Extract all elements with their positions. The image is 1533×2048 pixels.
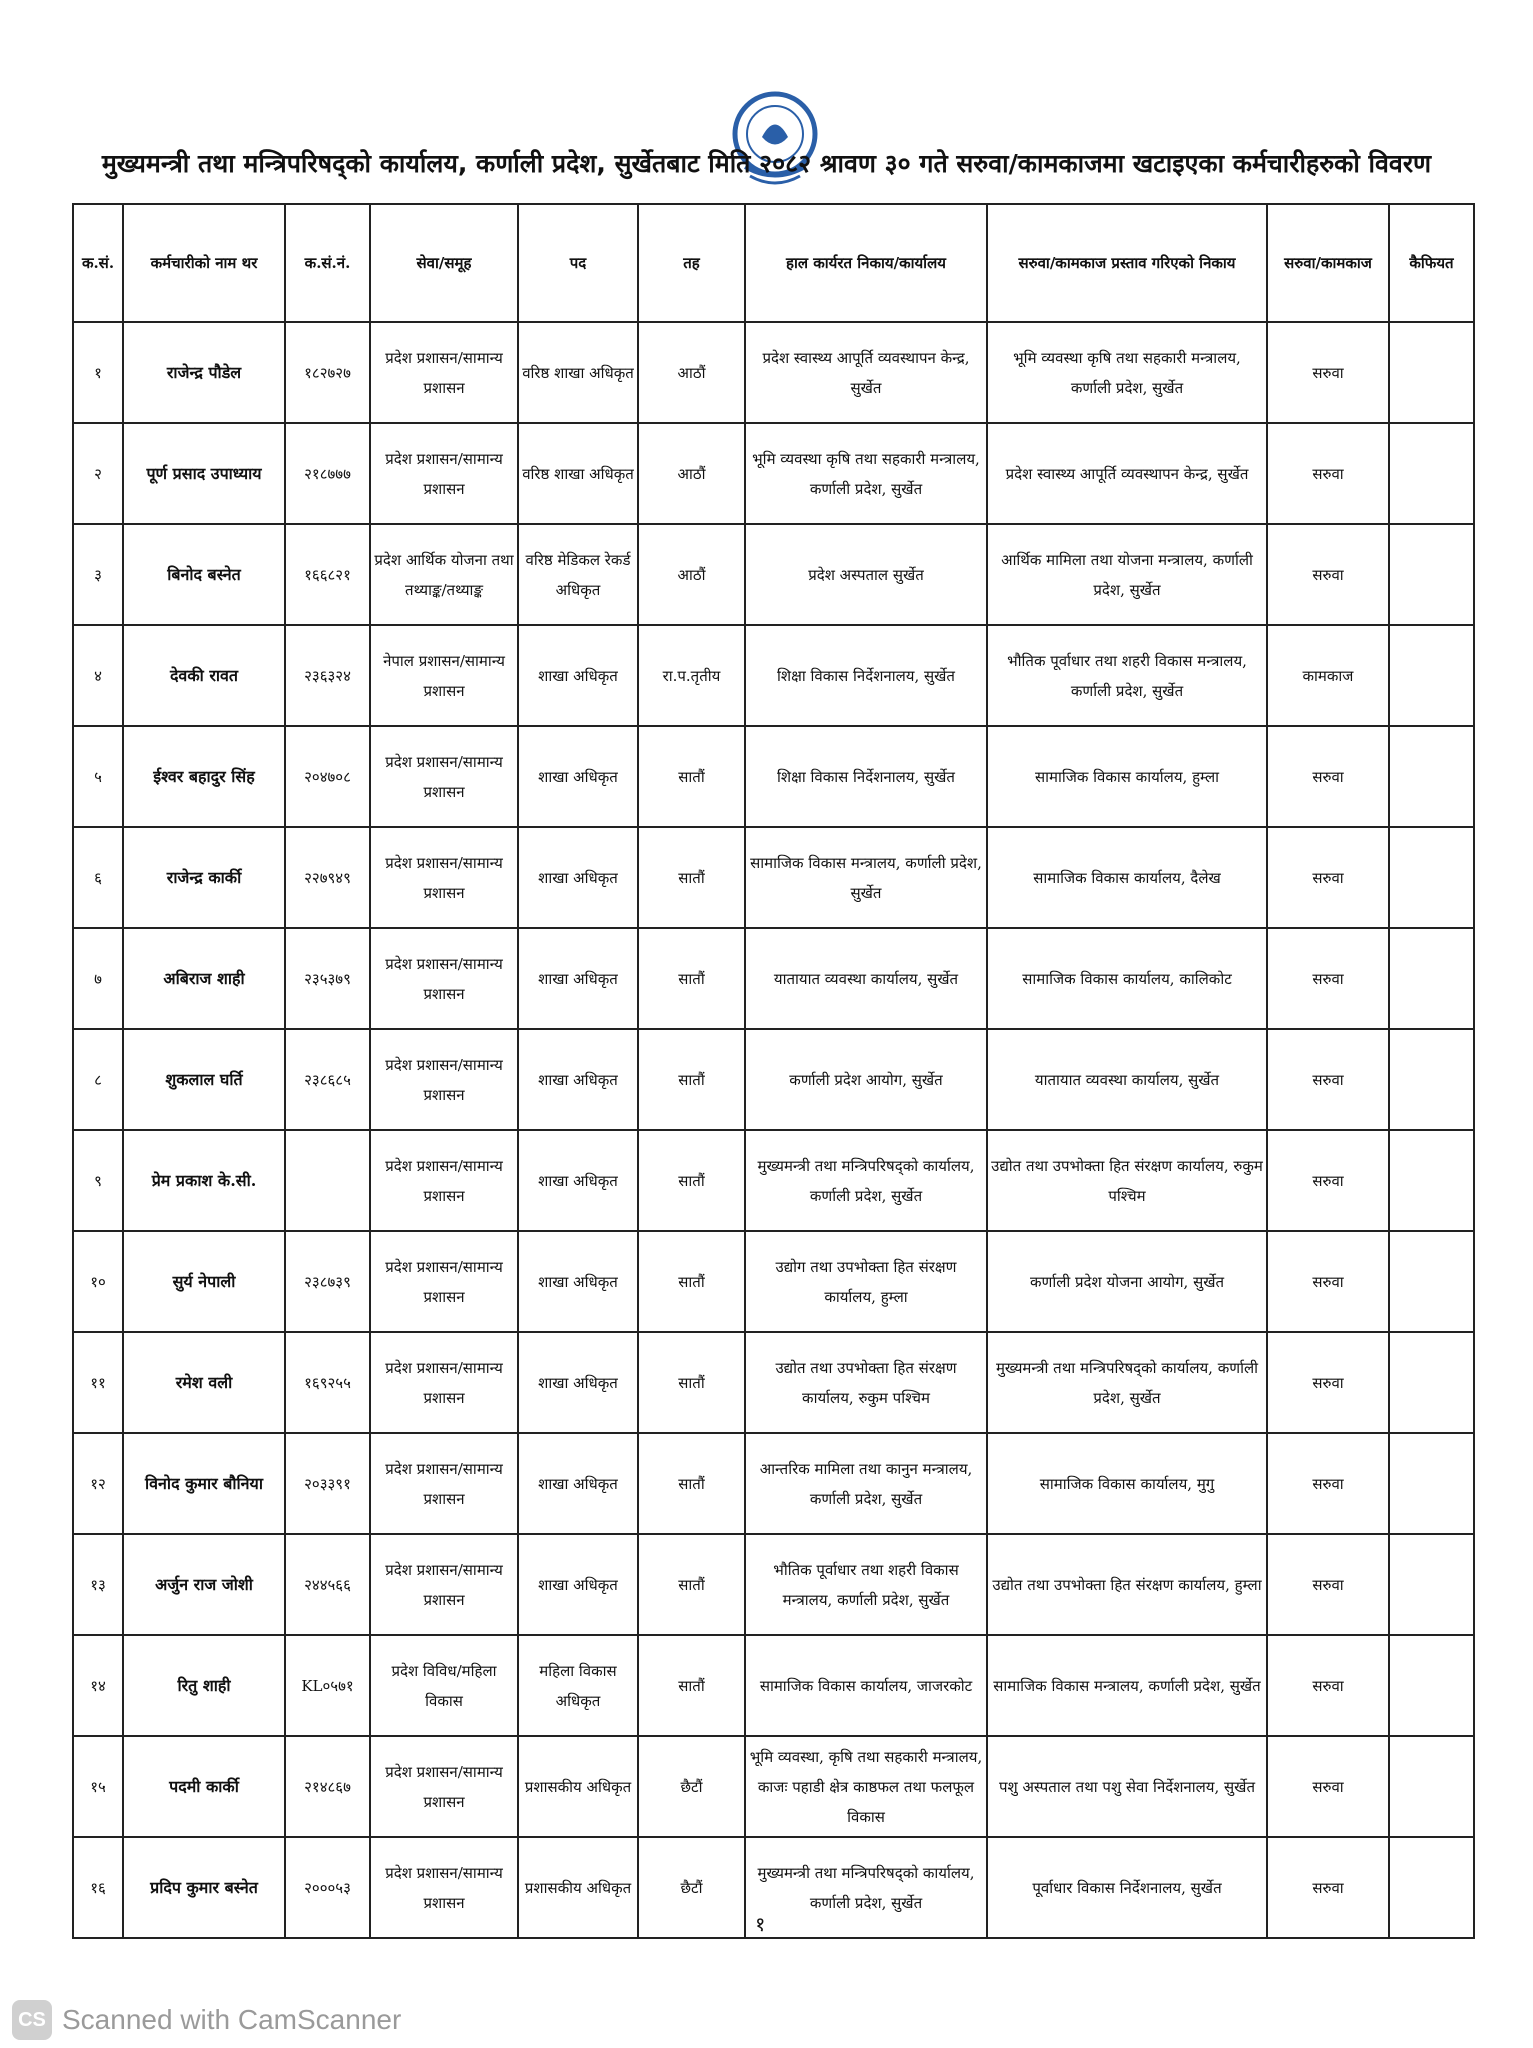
table-row bbox=[73, 524, 1474, 625]
cell-service-group: प्रदेश प्रशासन/सामान्य प्रशासन bbox=[370, 1534, 518, 1635]
cell-proposed-office: सामाजिक विकास कार्यालय, हुम्ला bbox=[987, 726, 1267, 827]
cell-employee-id: २०४७०८ bbox=[285, 726, 370, 827]
cell-level: सातौं bbox=[638, 1029, 745, 1130]
cell-serial: ८ bbox=[73, 1029, 123, 1130]
cell-employee-id: २०००५३ bbox=[285, 1837, 370, 1938]
document-title: मुख्यमन्त्री तथा मन्त्रिपरिषद्को कार्यालय, कर्णाली प्रदेश, सुर्खेतबाट मिति २०८२ श्रावण ३० गते सरुवा/कामकाजमा खटाइएका कर्मचारीहरुको विवरण bbox=[101, 149, 1432, 178]
table-row bbox=[73, 928, 1474, 1029]
cell-current-office: भूमि व्यवस्था, कृषि तथा सहकारी मन्त्रालय, काजः पहाडी क्षेत्र काष्ठफल तथा फलफूल विकास bbox=[745, 1736, 987, 1837]
cell-employee-id: २०३३९१ bbox=[285, 1433, 370, 1534]
cell-post: वरिष्ठ शाखा अधिकृत bbox=[518, 322, 638, 423]
cell-employee-id: २३८६८५ bbox=[285, 1029, 370, 1130]
cell-post: वरिष्ठ मेडिकल रेकर्ड अधिकृत bbox=[518, 524, 638, 625]
cell-transfer-type: सरुवा bbox=[1267, 1231, 1389, 1332]
header-employee-name: कर्मचारीको नाम थर bbox=[123, 204, 285, 322]
cell-serial: १५ bbox=[73, 1736, 123, 1837]
cell-level: छैटौं bbox=[638, 1837, 745, 1938]
cell-post: शाखा अधिकृत bbox=[518, 1433, 638, 1534]
cell-level: आठौं bbox=[638, 423, 745, 524]
cell-level: सातौं bbox=[638, 1635, 745, 1736]
table-row bbox=[73, 1534, 1474, 1635]
cell-service-group: प्रदेश प्रशासन/सामान्य प्रशासन bbox=[370, 1130, 518, 1231]
cell-remarks bbox=[1389, 1736, 1474, 1837]
cell-post: शाखा अधिकृत bbox=[518, 625, 638, 726]
cell-serial: २ bbox=[73, 423, 123, 524]
cell-serial: १४ bbox=[73, 1635, 123, 1736]
cell-proposed-office: प्रदेश स्वास्थ्य आपूर्ति व्यवस्थापन केन्द्र, सुर्खेत bbox=[987, 423, 1267, 524]
cell-current-office: प्रदेश अस्पताल सुर्खेत bbox=[745, 524, 987, 625]
cell-employee-name: शुकलाल घर्ति bbox=[123, 1029, 285, 1130]
cell-service-group: प्रदेश प्रशासन/सामान्य प्रशासन bbox=[370, 827, 518, 928]
cell-serial: १० bbox=[73, 1231, 123, 1332]
cell-proposed-office: भौतिक पूर्वाधार तथा शहरी विकास मन्त्रालय, कर्णाली प्रदेश, सुर्खेत bbox=[987, 625, 1267, 726]
cell-proposed-office: सामाजिक विकास कार्यालय, मुगु bbox=[987, 1433, 1267, 1534]
cell-remarks bbox=[1389, 524, 1474, 625]
cell-transfer-type: सरुवा bbox=[1267, 928, 1389, 1029]
header-remarks: कैफियत bbox=[1389, 204, 1474, 322]
cell-employee-name: प्रदिप कुमार बस्नेत bbox=[123, 1837, 285, 1938]
table-row bbox=[73, 1837, 1474, 1938]
cell-current-office: आन्तरिक मामिला तथा कानुन मन्त्रालय, कर्णाली प्रदेश, सुर्खेत bbox=[745, 1433, 987, 1534]
cell-post: शाखा अधिकृत bbox=[518, 827, 638, 928]
cell-current-office: उद्योत तथा उपभोक्ता हित संरक्षण कार्यालय, रुकुम पश्चिम bbox=[745, 1332, 987, 1433]
cell-service-group: नेपाल प्रशासन/सामान्य प्रशासन bbox=[370, 625, 518, 726]
cell-employee-name: ईश्वर बहादुर सिंह bbox=[123, 726, 285, 827]
cell-employee-id: २१८७७७ bbox=[285, 423, 370, 524]
cell-serial: १३ bbox=[73, 1534, 123, 1635]
cell-employee-name: बिनोद बस्नेत bbox=[123, 524, 285, 625]
cell-employee-name: राजेन्द्र कार्की bbox=[123, 827, 285, 928]
cell-employee-name: पूर्ण प्रसाद उपाध्याय bbox=[123, 423, 285, 524]
header-serial: क.सं. bbox=[73, 204, 123, 322]
cell-employee-name: रमेश वली bbox=[123, 1332, 285, 1433]
cell-transfer-type: सरुवा bbox=[1267, 726, 1389, 827]
cell-serial: ५ bbox=[73, 726, 123, 827]
cell-serial: ४ bbox=[73, 625, 123, 726]
cell-service-group: प्रदेश प्रशासन/सामान्य प्रशासन bbox=[370, 1837, 518, 1938]
cell-serial: ३ bbox=[73, 524, 123, 625]
cell-current-office: मुख्यमन्त्री तथा मन्त्रिपरिषद्को कार्यालय, कर्णाली प्रदेश, सुर्खेत bbox=[745, 1837, 987, 1938]
cell-level: आठौं bbox=[638, 322, 745, 423]
cell-employee-name: देवकी रावत bbox=[123, 625, 285, 726]
cell-remarks bbox=[1389, 1534, 1474, 1635]
cell-proposed-office: उद्योत तथा उपभोक्ता हित संरक्षण कार्यालय, रुकुम पश्चिम bbox=[987, 1130, 1267, 1231]
cell-service-group: प्रदेश प्रशासन/सामान्य प्रशासन bbox=[370, 928, 518, 1029]
table-row bbox=[73, 322, 1474, 423]
cell-current-office: यातायात व्यवस्था कार्यालय, सुर्खेत bbox=[745, 928, 987, 1029]
header-current-office: हाल कार्यरत निकाय/कार्यालय bbox=[745, 204, 987, 322]
camscanner-watermark bbox=[12, 1998, 401, 2042]
cell-transfer-type: सरुवा bbox=[1267, 1736, 1389, 1837]
table-row bbox=[73, 1130, 1474, 1231]
cell-employee-id: २३५३७९ bbox=[285, 928, 370, 1029]
cell-level: सातौं bbox=[638, 1231, 745, 1332]
cell-transfer-type: सरुवा bbox=[1267, 322, 1389, 423]
cell-remarks bbox=[1389, 726, 1474, 827]
cell-remarks bbox=[1389, 1837, 1474, 1938]
cell-current-office: सामाजिक विकास कार्यालय, जाजरकोट bbox=[745, 1635, 987, 1736]
header-proposed-office: सरुवा/कामकाज प्रस्ताव गरिएको निकाय bbox=[987, 204, 1267, 322]
cell-transfer-type: सरुवा bbox=[1267, 827, 1389, 928]
cell-proposed-office: भूमि व्यवस्था कृषि तथा सहकारी मन्त्रालय, कर्णाली प्रदेश, सुर्खेत bbox=[987, 322, 1267, 423]
cell-employee-id: २२७९४९ bbox=[285, 827, 370, 928]
header-service-group: सेवा/समूह bbox=[370, 204, 518, 322]
cell-employee-id: १८२७२७ bbox=[285, 322, 370, 423]
camscanner-text: Scanned with CamScanner bbox=[62, 2004, 402, 2035]
cell-level: सातौं bbox=[638, 827, 745, 928]
page-number: १ bbox=[755, 1912, 766, 1936]
cell-post: शाखा अधिकृत bbox=[518, 1332, 638, 1433]
header-transfer-type: सरुवा/कामकाज bbox=[1267, 204, 1389, 322]
cell-remarks bbox=[1389, 1130, 1474, 1231]
cell-employee-name: प्रेम प्रकाश के.सी. bbox=[123, 1130, 285, 1231]
camscanner-logo-icon: CS bbox=[12, 2000, 52, 2040]
cell-level: आठौं bbox=[638, 524, 745, 625]
cell-transfer-type: सरुवा bbox=[1267, 1433, 1389, 1534]
cell-current-office: भूमि व्यवस्था कृषि तथा सहकारी मन्त्रालय, कर्णाली प्रदेश, सुर्खेत bbox=[745, 423, 987, 524]
cell-current-office: शिक्षा विकास निर्देशनालय, सुर्खेत bbox=[745, 726, 987, 827]
table-row bbox=[73, 827, 1474, 928]
cell-employee-name: अबिराज शाही bbox=[123, 928, 285, 1029]
cell-remarks bbox=[1389, 1635, 1474, 1736]
cell-proposed-office: पशु अस्पताल तथा पशु सेवा निर्देशनालय, सुर्खेत bbox=[987, 1736, 1267, 1837]
cell-service-group: प्रदेश प्रशासन/सामान्य प्रशासन bbox=[370, 1433, 518, 1534]
cell-serial: ११ bbox=[73, 1332, 123, 1433]
cell-serial: १६ bbox=[73, 1837, 123, 1938]
cell-transfer-type: सरुवा bbox=[1267, 1130, 1389, 1231]
cell-proposed-office: कर्णाली प्रदेश योजना आयोग, सुर्खेत bbox=[987, 1231, 1267, 1332]
cell-level: सातौं bbox=[638, 726, 745, 827]
table-row bbox=[73, 726, 1474, 827]
cell-employee-name: रितु शाही bbox=[123, 1635, 285, 1736]
cell-proposed-office: उद्योत तथा उपभोक्ता हित संरक्षण कार्यालय, हुम्ला bbox=[987, 1534, 1267, 1635]
cell-employee-id: २४४५६६ bbox=[285, 1534, 370, 1635]
cell-post: वरिष्ठ शाखा अधिकृत bbox=[518, 423, 638, 524]
cell-proposed-office: सामाजिक विकास कार्यालय, दैलेख bbox=[987, 827, 1267, 928]
cell-transfer-type: कामकाज bbox=[1267, 625, 1389, 726]
cell-employee-id: २३८७३९ bbox=[285, 1231, 370, 1332]
cell-current-office: मुख्यमन्त्री तथा मन्त्रिपरिषद्को कार्यालय, कर्णाली प्रदेश, सुर्खेत bbox=[745, 1130, 987, 1231]
cell-serial: ९ bbox=[73, 1130, 123, 1231]
cell-transfer-type: सरुवा bbox=[1267, 1534, 1389, 1635]
cell-transfer-type: सरुवा bbox=[1267, 1635, 1389, 1736]
cell-proposed-office: पूर्वाधार विकास निर्देशनालय, सुर्खेत bbox=[987, 1837, 1267, 1938]
table-row bbox=[73, 423, 1474, 524]
header-post: पद bbox=[518, 204, 638, 322]
cell-proposed-office: मुख्यमन्त्री तथा मन्त्रिपरिषद्को कार्यालय, कर्णाली प्रदेश, सुर्खेत bbox=[987, 1332, 1267, 1433]
cell-remarks bbox=[1389, 1332, 1474, 1433]
cell-level: सातौं bbox=[638, 1332, 745, 1433]
cell-service-group: प्रदेश प्रशासन/सामान्य प्रशासन bbox=[370, 1736, 518, 1837]
cell-level: सातौं bbox=[638, 1433, 745, 1534]
header-level: तह bbox=[638, 204, 745, 322]
cell-current-office: प्रदेश स्वास्थ्य आपूर्ति व्यवस्थापन केन्द्र, सुर्खेत bbox=[745, 322, 987, 423]
cell-remarks bbox=[1389, 423, 1474, 524]
cell-current-office: सामाजिक विकास मन्त्रालय, कर्णाली प्रदेश, सुर्खेत bbox=[745, 827, 987, 928]
cell-remarks bbox=[1389, 322, 1474, 423]
cell-proposed-office: सामाजिक विकास कार्यालय, कालिकोट bbox=[987, 928, 1267, 1029]
cell-employee-id: १६९२५५ bbox=[285, 1332, 370, 1433]
cell-level: सातौं bbox=[638, 1534, 745, 1635]
cell-proposed-office: यातायात व्यवस्था कार्यालय, सुर्खेत bbox=[987, 1029, 1267, 1130]
cell-transfer-type: सरुवा bbox=[1267, 423, 1389, 524]
cell-employee-name: अर्जुन राज जोशी bbox=[123, 1534, 285, 1635]
cell-post: प्रशासकीय अधिकृत bbox=[518, 1837, 638, 1938]
table-row bbox=[73, 625, 1474, 726]
cell-current-office: कर्णाली प्रदेश आयोग, सुर्खेत bbox=[745, 1029, 987, 1130]
cell-remarks bbox=[1389, 625, 1474, 726]
cell-current-office: उद्योग तथा उपभोक्ता हित संरक्षण कार्यालय, हुम्ला bbox=[745, 1231, 987, 1332]
cell-service-group: प्रदेश प्रशासन/सामान्य प्रशासन bbox=[370, 423, 518, 524]
cell-post: शाखा अधिकृत bbox=[518, 726, 638, 827]
cell-level: रा.प.तृतीय bbox=[638, 625, 745, 726]
cell-service-group: प्रदेश प्रशासन/सामान्य प्रशासन bbox=[370, 726, 518, 827]
cell-service-group: प्रदेश प्रशासन/सामान्य प्रशासन bbox=[370, 1231, 518, 1332]
cell-transfer-type: सरुवा bbox=[1267, 1837, 1389, 1938]
table-row bbox=[73, 1635, 1474, 1736]
cell-proposed-office: सामाजिक विकास मन्त्रालय, कर्णाली प्रदेश, सुर्खेत bbox=[987, 1635, 1267, 1736]
table-row bbox=[73, 1332, 1474, 1433]
cell-service-group: प्रदेश प्रशासन/सामान्य प्रशासन bbox=[370, 1332, 518, 1433]
cell-post: शाखा अधिकृत bbox=[518, 1130, 638, 1231]
cell-post: शाखा अधिकृत bbox=[518, 928, 638, 1029]
table-row bbox=[73, 1231, 1474, 1332]
cell-service-group: प्रदेश प्रशासन/सामान्य प्रशासन bbox=[370, 1029, 518, 1130]
cell-remarks bbox=[1389, 1029, 1474, 1130]
cell-post: शाखा अधिकृत bbox=[518, 1029, 638, 1130]
transfer-table bbox=[72, 203, 1475, 1939]
cell-transfer-type: सरुवा bbox=[1267, 1332, 1389, 1433]
cell-serial: १ bbox=[73, 322, 123, 423]
cell-service-group: प्रदेश विविध/महिला विकास bbox=[370, 1635, 518, 1736]
cell-employee-id: २३६३२४ bbox=[285, 625, 370, 726]
table-header-row bbox=[73, 204, 1474, 322]
cell-level: सातौं bbox=[638, 1130, 745, 1231]
cell-remarks bbox=[1389, 1231, 1474, 1332]
cell-service-group: प्रदेश प्रशासन/सामान्य प्रशासन bbox=[370, 322, 518, 423]
table-row bbox=[73, 1736, 1474, 1837]
cell-transfer-type: सरुवा bbox=[1267, 524, 1389, 625]
cell-employee-name: पदमी कार्की bbox=[123, 1736, 285, 1837]
cell-employee-id: १६६८२१ bbox=[285, 524, 370, 625]
cell-serial: ६ bbox=[73, 827, 123, 928]
cell-remarks bbox=[1389, 827, 1474, 928]
cell-employee-id bbox=[285, 1130, 370, 1231]
cell-employee-name: सुर्य नेपाली bbox=[123, 1231, 285, 1332]
cell-current-office: शिक्षा विकास निर्देशनालय, सुर्खेत bbox=[745, 625, 987, 726]
cell-level: छैटौं bbox=[638, 1736, 745, 1837]
cell-remarks bbox=[1389, 928, 1474, 1029]
table-row bbox=[73, 1433, 1474, 1534]
cell-employee-name: राजेन्द्र पौडेल bbox=[123, 322, 285, 423]
cell-employee-id: KL०५७१ bbox=[285, 1635, 370, 1736]
cell-proposed-office: आर्थिक मामिला तथा योजना मन्त्रालय, कर्णाली प्रदेश, सुर्खेत bbox=[987, 524, 1267, 625]
cell-serial: ७ bbox=[73, 928, 123, 1029]
cell-remarks bbox=[1389, 1433, 1474, 1534]
cell-transfer-type: सरुवा bbox=[1267, 1029, 1389, 1130]
cell-employee-name: विनोद कुमार बौनिया bbox=[123, 1433, 285, 1534]
cell-post: प्रशासकीय अधिकृत bbox=[518, 1736, 638, 1837]
header-employee-id: क.सं.नं. bbox=[285, 204, 370, 322]
cell-employee-id: २१४८६७ bbox=[285, 1736, 370, 1837]
cell-post: महिला विकास अधिकृत bbox=[518, 1635, 638, 1736]
cell-serial: १२ bbox=[73, 1433, 123, 1534]
cell-level: सातौं bbox=[638, 928, 745, 1029]
cell-current-office: भौतिक पूर्वाधार तथा शहरी विकास मन्त्रालय, कर्णाली प्रदेश, सुर्खेत bbox=[745, 1534, 987, 1635]
cell-post: शाखा अधिकृत bbox=[518, 1231, 638, 1332]
cell-service-group: प्रदेश आर्थिक योजना तथा तथ्याङ्क/तथ्याङ्क bbox=[370, 524, 518, 625]
cell-post: शाखा अधिकृत bbox=[518, 1534, 638, 1635]
table-row bbox=[73, 1029, 1474, 1130]
